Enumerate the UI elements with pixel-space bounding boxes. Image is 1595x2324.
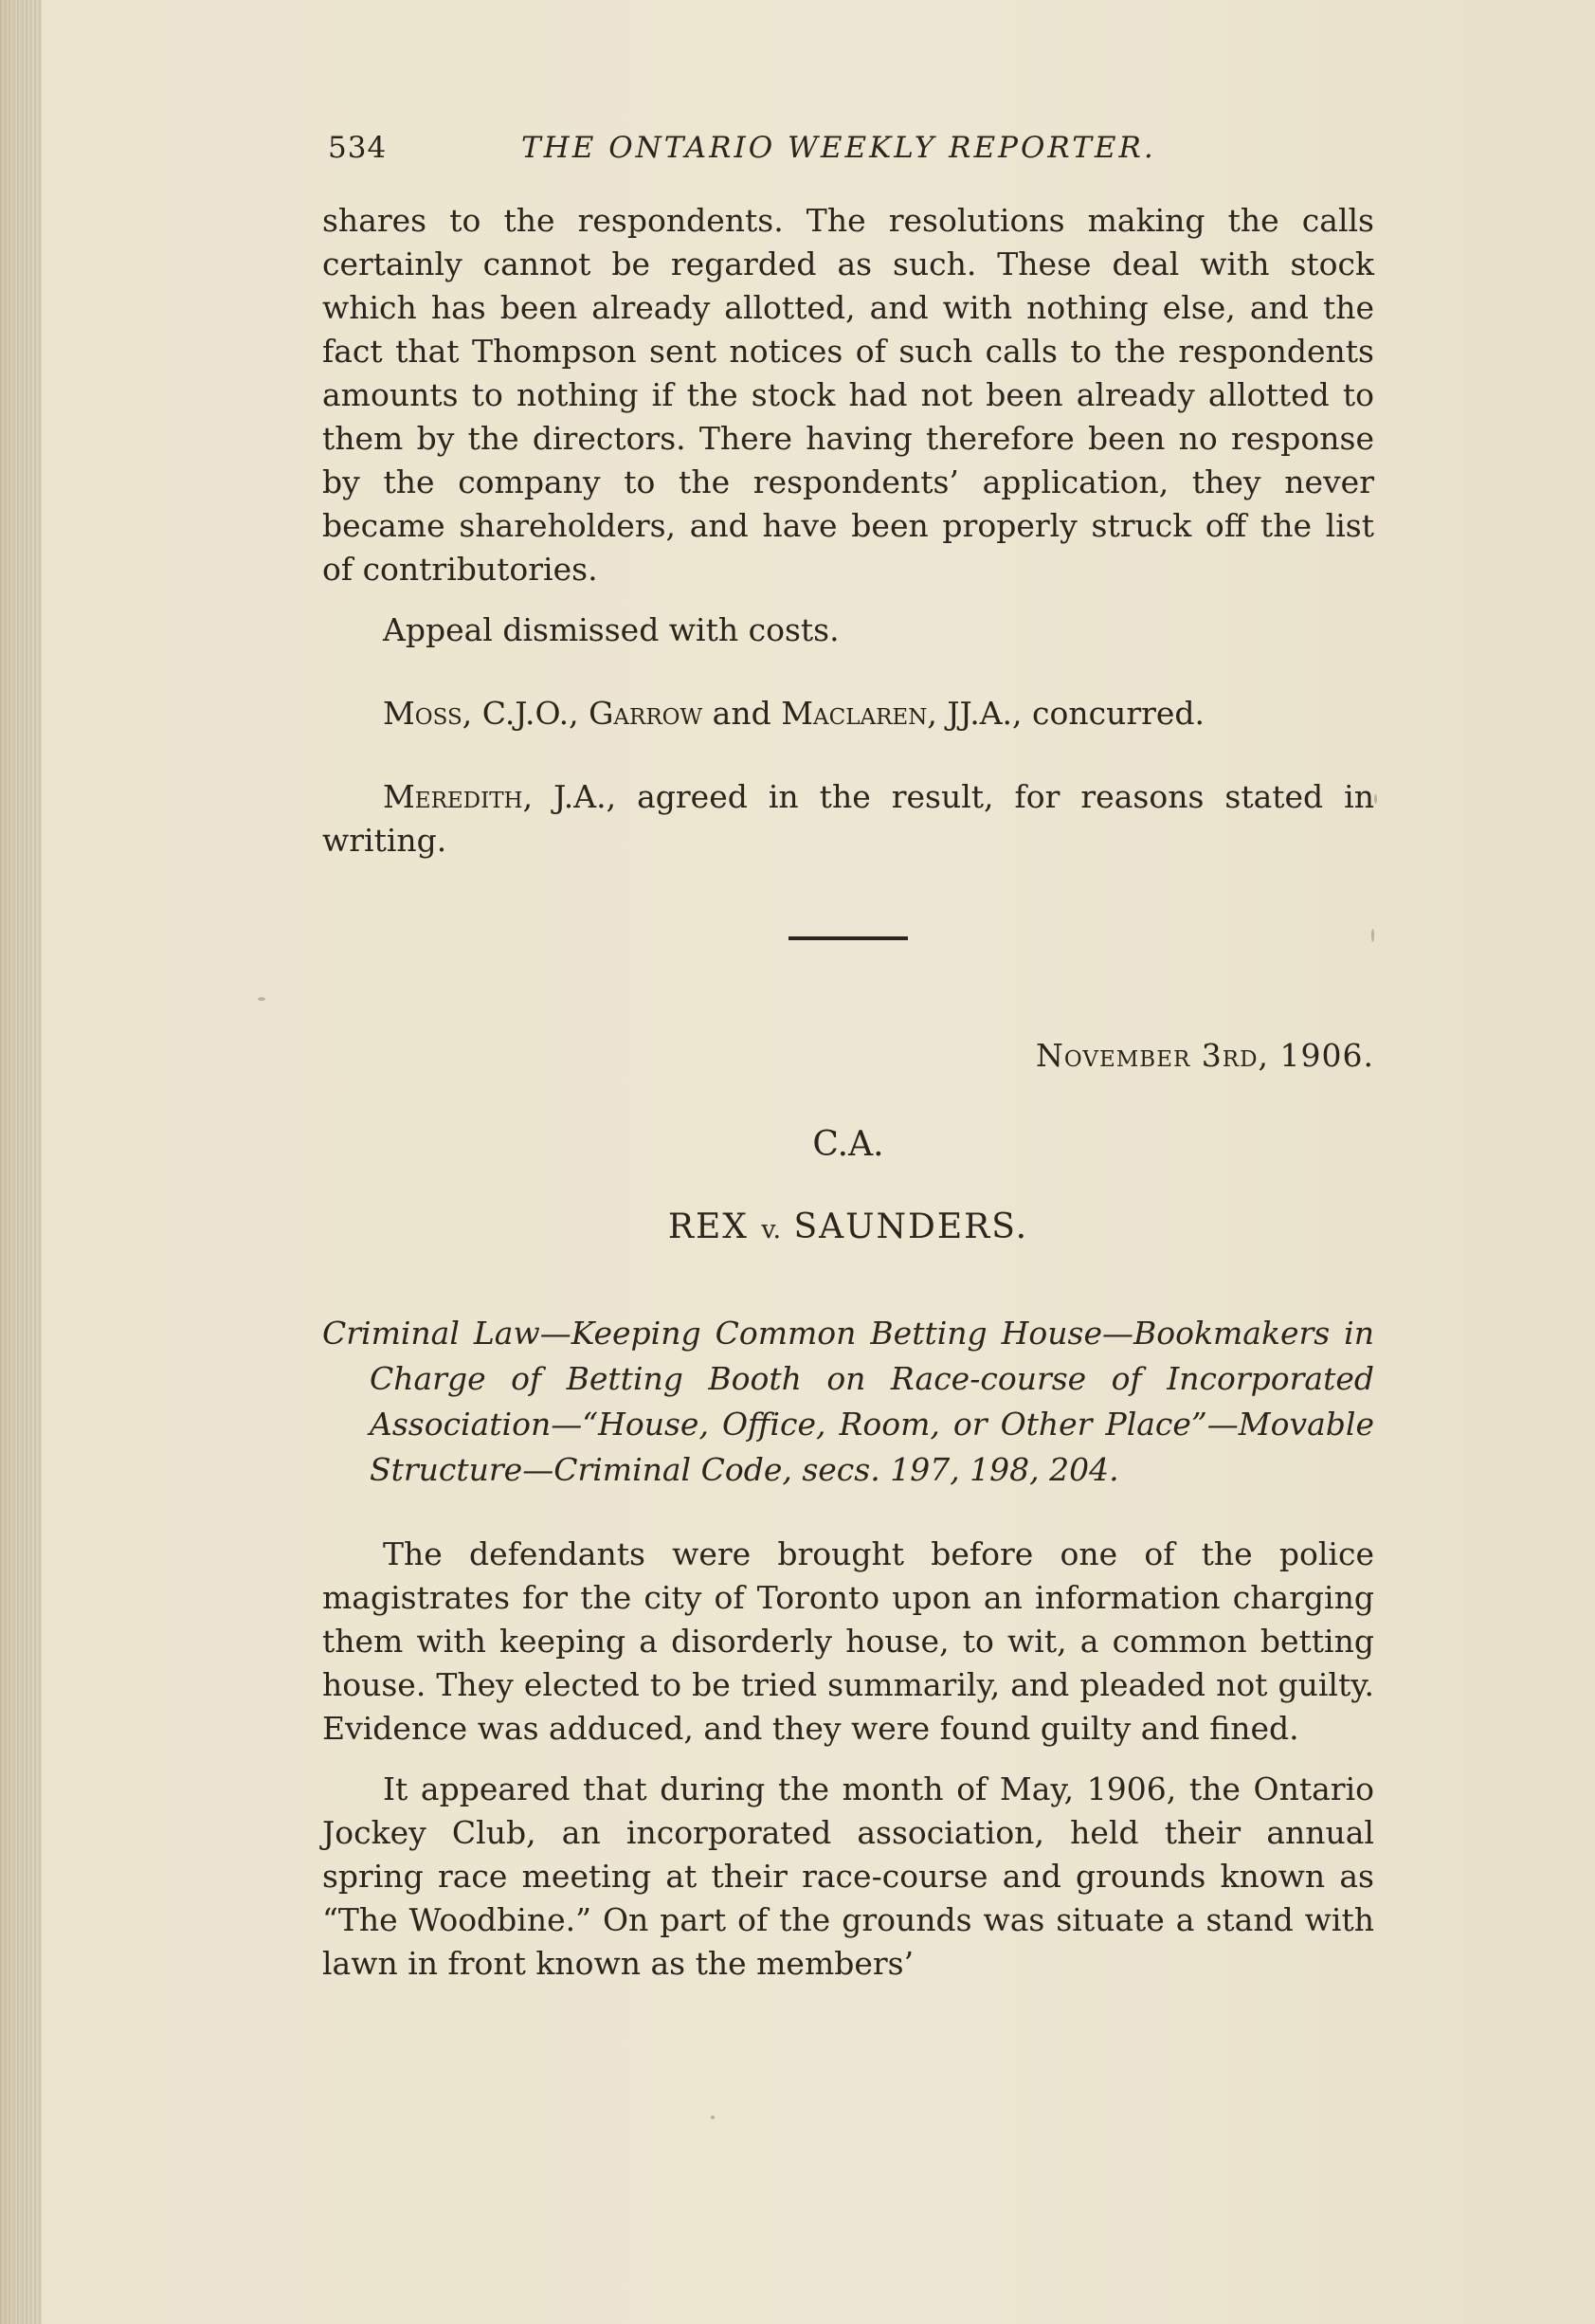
paragraph-defendants: The defendants were brought before one of the police magistrates for the city of Toronto upon an information charging them with keeping a disorderly house, to wit, a common betting house. They elected to be tried summarily, and pleaded not guilty. Evidence was adduced, and they were found guilty and fined. xyxy=(322,1535,1374,1747)
concurrence-text-3: , JJ.A., concurred. xyxy=(927,695,1205,732)
judge-name-garrow: Garrow xyxy=(589,695,703,732)
ink-speck xyxy=(711,2115,715,2119)
ink-speck xyxy=(258,997,265,1001)
paragraph-meredith xyxy=(322,775,1374,862)
meredith-text: , J.A., agreed in the result, for reasons stated in writing. xyxy=(322,778,1374,859)
paragraph-appeal-dismissed: Appeal dismissed with costs. xyxy=(383,611,840,648)
running-head xyxy=(322,114,1374,199)
judge-name-moss: Moss xyxy=(383,695,462,732)
judge-name-meredith: Meredith xyxy=(383,778,523,815)
paragraph-shares: shares to the respondents. The resolutions making the calls certainly cannot be regarded as such. These deal with stock which has been already allotted, and with nothing else, and the fact that Thompson sent notices of such calls to the respondents amounts to nothing if the stock had not been already allotted to them by the directors. There having therefore been no response by the company to the respondents’ application, they never became shareholders, and have been properly struck off the list of contributories. xyxy=(322,202,1374,588)
case-versus: v. xyxy=(761,1215,782,1244)
paragraph-concurrence xyxy=(322,692,1374,735)
section-divider xyxy=(788,936,908,940)
concurrence-text-2: and xyxy=(702,695,782,732)
page-text xyxy=(322,114,1374,1986)
case-party-rex: REX xyxy=(667,1207,749,1246)
decision-date: November 3rd, 1906. xyxy=(1036,1037,1374,1074)
headnote: Criminal Law—Keeping Common Betting House—Bookmakers in Charge of Betting Booth on Race-course of Incorporated Association—“House, Office, Room, or Other Place”—Movable Structure—Criminal Code, secs. 197, 198, 204. xyxy=(322,1315,1374,1488)
page-number: 534 xyxy=(328,131,388,165)
case-party-saunders: SAUNDERS. xyxy=(793,1207,1029,1246)
case-title xyxy=(322,1207,1374,1246)
judge-name-maclaren: Maclaren xyxy=(781,695,928,732)
concurrence-text-1: , C.J.O., xyxy=(462,695,589,732)
book-gutter xyxy=(0,0,42,2324)
court-label: C.A. xyxy=(812,1125,884,1164)
paragraph-jockey-club: It appeared that during the month of May, 1906, the Ontario Jockey Club, an incorporated association, held their annual spring race meeting at their race-course and grounds known as “The Woodbine.” On part of the grounds was situate a stand with lawn in front known as the members’ xyxy=(322,1770,1374,1982)
publication-title: THE ONTARIO WEEKLY REPORTER. xyxy=(521,131,1156,165)
ink-speck xyxy=(1374,794,1377,804)
